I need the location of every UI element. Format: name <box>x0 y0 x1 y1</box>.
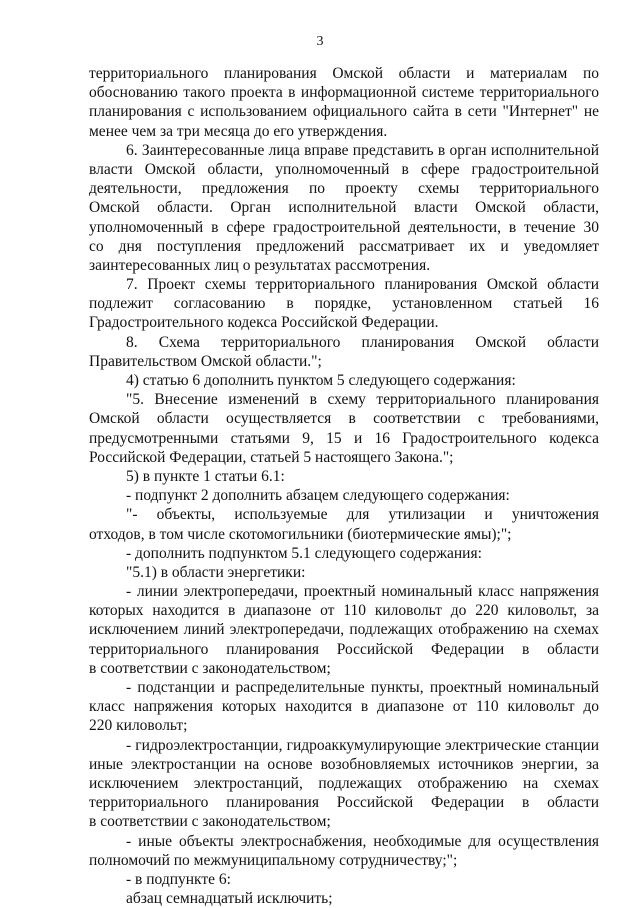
text-line: предусмотренными статьями 9, 15 и 16 Градостроительного кодекса <box>89 429 599 447</box>
text-line: деятельности, предложения по проекту схемы территориального <box>89 180 599 198</box>
text-line: класс напряжения которых находится в диапазоне от 110 киловольт до <box>89 698 599 716</box>
text-line: менее чем за три месяца до его утверждения. <box>89 122 388 140</box>
text-line: со дня поступления предложений рассматривает их и уведомляет <box>89 237 599 255</box>
text-line: Российской Федерации, статьей 5 настоящего Закона."; <box>89 448 454 466</box>
text-line: которых находится в диапазоне от 110 киловольт до 220 киловольт, за <box>89 602 599 620</box>
text-line: Омской области осуществляется в соответствии с требованиями, <box>89 410 599 428</box>
text-line: - подпункт 2 дополнить абзацем следующего содержания: <box>126 487 510 505</box>
text-line: 6. Заинтересованные лица вправе представить в орган исполнительной <box>126 141 599 159</box>
text-line: - иные объекты электроснабжения, необходимые для осуществления <box>126 832 599 850</box>
text-line: обоснованию такого проекта в информационной системе территориального <box>89 84 599 102</box>
text-line: "- объекты, используемые для утилизации и уничтожения <box>126 506 599 524</box>
text-line: - в подпункте 6: <box>126 870 231 888</box>
text-line: заинтересованных лиц о результатах рассмотрения. <box>89 256 431 274</box>
text-line: - гидроэлектростанции, гидроаккумулирующие электрические станции <box>126 736 599 754</box>
text-line: в соответствии с законодательством; <box>89 659 331 677</box>
text-line: подлежит согласованию в порядке, установленном статьей 16 <box>89 295 599 313</box>
text-line: "5. Внесение изменений в схему территориального планирования <box>126 391 599 409</box>
text-line: 7. Проект схемы территориального планирования Омской области <box>126 276 599 294</box>
text-line: "5.1) в области энергетики: <box>126 563 306 581</box>
text-line: Правительством Омской области."; <box>89 352 322 370</box>
text-line: Омской области. Орган исполнительной власти Омской области, <box>89 199 599 217</box>
text-line: в соответствии с законодательством; <box>89 813 331 831</box>
text-line: 5) в пункте 1 статьи 6.1: <box>126 467 285 485</box>
text-line: планирования с использованием официального сайта в сети "Интернет" не <box>89 103 599 121</box>
text-line: - дополнить подпунктом 5.1 следующего содержания: <box>126 544 482 562</box>
text-line: иные электростанции на основе возобновляемых источников энергии, за <box>89 755 599 773</box>
text-line: абзац семнадцатый исключить; <box>126 890 333 908</box>
text-line: исключением электростанций, подлежащих отображению на схемах <box>89 774 599 792</box>
text-line: Градостроительного кодекса Российской Федерации. <box>89 314 439 332</box>
page-number: 3 <box>316 34 324 49</box>
text-line: отходов, в том числе скотомогильники (биотермические ямы);"; <box>89 525 512 543</box>
text-line: - подстанции и распределительные пункты, проектный номинальный <box>126 679 599 696</box>
text-line: территориального планирования Омской области и материалам по <box>89 65 599 82</box>
text-line: 4) статью 6 дополнить пунктом 5 следующего содержания: <box>126 372 516 389</box>
text-line: исключением линий электропередачи, подлежащих отображению на схемах <box>89 621 599 639</box>
text-line: полномочий по межмуниципальному сотрудничеству;"; <box>89 851 458 869</box>
text-line: 8. Схема территориального планирования Омской области <box>126 333 599 351</box>
text-line: - линии электропередачи, проектный номинальный класс напряжения <box>126 583 599 601</box>
text-line: территориального планирования Российской Федерации в области <box>89 640 599 658</box>
text-line: 220 киловольт; <box>89 717 188 735</box>
text-line: территориального планирования Российской Федерации в области <box>89 794 599 812</box>
text-line: уполномоченный в сфере градостроительной деятельности, в течение 30 <box>89 218 599 236</box>
document-body <box>89 64 599 908</box>
text-line: власти Омской области, уполномоченный в сфере градостроительной <box>89 160 599 178</box>
